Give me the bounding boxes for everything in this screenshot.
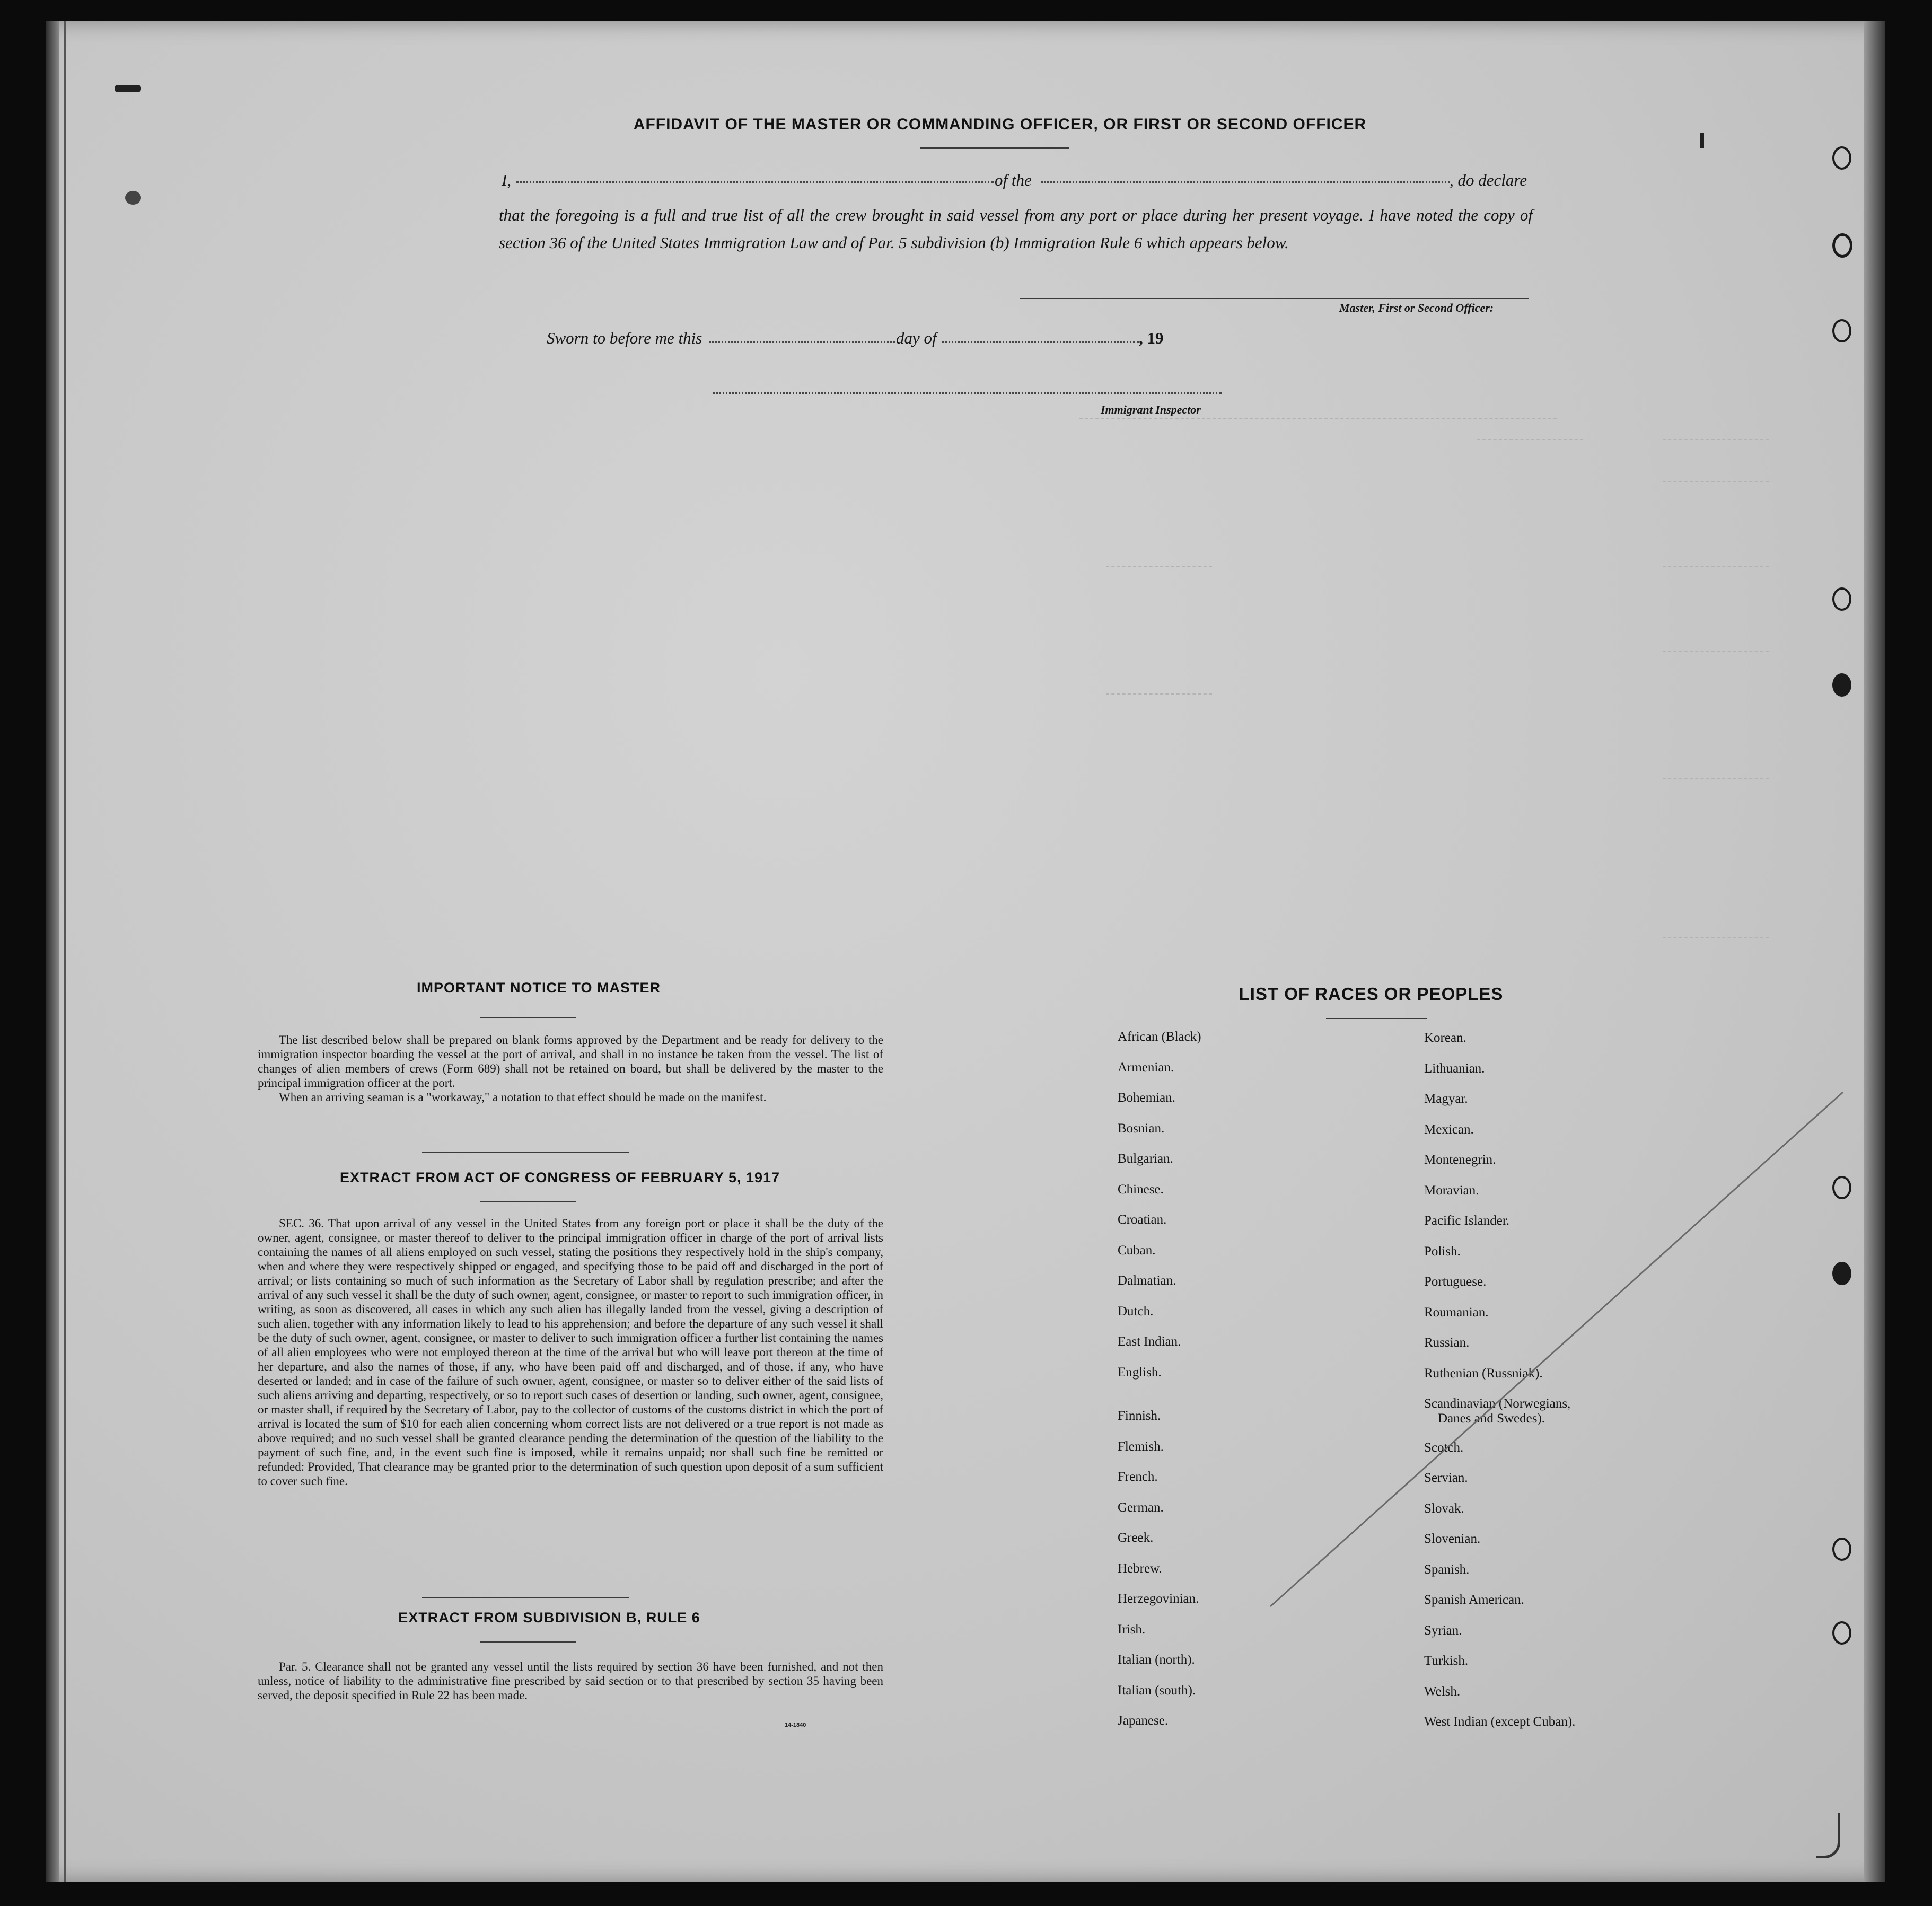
master-signature-label: Master, First or Second Officer: xyxy=(1339,301,1494,314)
extract-act-title: EXTRACT FROM ACT OF CONGRESS OF FEBRUARY 5, 1917 xyxy=(339,1170,780,1185)
race-item: Scotch. xyxy=(1424,1441,1464,1455)
race-item: Scandinavian (Norwegians, xyxy=(1424,1396,1571,1411)
notice-body xyxy=(258,1033,883,1104)
affidavit-title-rule xyxy=(920,147,1069,149)
race-item: West Indian (except Cuban). xyxy=(1424,1715,1576,1729)
master-signature-line[interactable] xyxy=(1020,298,1529,299)
race-item: Spanish American. xyxy=(1424,1593,1524,1607)
race-item: Danes and Swedes). xyxy=(1438,1411,1545,1426)
race-item: Irish. xyxy=(1118,1622,1146,1637)
affidavit-title: AFFIDAVIT OF THE MASTER OR COMMANDING OFFICER, OR FIRST OR SECOND OFFICER xyxy=(633,116,1367,133)
races-title-rule xyxy=(1326,1018,1427,1019)
race-item: Ruthenian (Russniak). xyxy=(1424,1366,1543,1381)
diagonal-pencil-stroke xyxy=(1265,1082,1848,1612)
race-item: Dalmatian. xyxy=(1118,1273,1176,1288)
race-item: East Indian. xyxy=(1118,1334,1181,1349)
race-item: Finnish. xyxy=(1118,1409,1161,1423)
notice-paragraph-2: When an arriving seaman is a "workaway," a notation to that effect should be made on the manifest. xyxy=(279,1091,767,1104)
races-title: LIST OF RACES OR PEOPLES xyxy=(1239,984,1504,1004)
race-item: French. xyxy=(1118,1470,1158,1484)
punch-hole xyxy=(1832,1176,1851,1199)
affidavit-i-label: I, xyxy=(502,171,512,189)
page-right-edge xyxy=(1864,21,1885,1882)
race-item: Cuban. xyxy=(1118,1243,1156,1258)
race-item: Magyar. xyxy=(1424,1092,1468,1106)
punch-hole xyxy=(1832,146,1851,170)
ink-mark xyxy=(1700,133,1704,148)
race-item: German. xyxy=(1118,1500,1164,1515)
race-item: Pacific Islander. xyxy=(1424,1214,1510,1228)
handwritten-page-number xyxy=(1816,1813,1840,1858)
ink-mark xyxy=(115,85,141,92)
inspector-signature-line[interactable] xyxy=(713,392,1222,394)
affidavit-body-text: that the foregoing is a full and true list of all the crew brought in said vessel from any port or place during her present voyage. I have noted the copy of section 36 of the United States Immigration Law and of Par. 5 subdivision (b) Immigration Rule 6 which appears below. xyxy=(499,206,1533,252)
race-item: Flemish. xyxy=(1118,1439,1164,1454)
notice-title: IMPORTANT NOTICE TO MASTER xyxy=(417,980,661,996)
race-item: Greek. xyxy=(1118,1531,1154,1545)
race-item: Lithuanian. xyxy=(1424,1061,1485,1076)
sworn-label: Sworn to before me this xyxy=(547,329,702,347)
race-item: Hebrew. xyxy=(1118,1561,1162,1576)
race-item: Polish. xyxy=(1424,1244,1461,1259)
extract-rule-body: Par. 5. Clearance shall not be granted any vessel until the lists required by section 36 have been furnished, and not then unless, notice of liability to the administrative fine prescribed by said section or to that prescribed by section 35 having been served, the deposit specified in Rule 22 has been made. xyxy=(258,1660,883,1702)
notice-paragraph-1: The list described below shall be prepared on blank forms approved by the Department and be ready for delivery to the immigration inspector boarding the vessel at the port of arrival, and shall in no instance be taken from the vessel. The list of changes of alien members of crews (Form 689) shall not be retained on board, but shall be delivered by the master to the principal immigration officer at the port. xyxy=(258,1033,883,1090)
race-item: English. xyxy=(1118,1365,1162,1380)
punch-hole xyxy=(1832,319,1851,342)
ink-mark xyxy=(125,191,141,205)
margin-rule xyxy=(64,21,66,1882)
race-item: Syrian. xyxy=(1424,1623,1462,1638)
race-item: Moravian. xyxy=(1424,1183,1479,1198)
punch-hole xyxy=(1832,1538,1851,1561)
race-item: Russian. xyxy=(1424,1336,1470,1350)
race-item: Chinese. xyxy=(1118,1182,1164,1197)
extract-rule-title-rule xyxy=(480,1641,576,1643)
affidavit-declare-label: , do declare xyxy=(1450,171,1527,189)
master-name-field[interactable] xyxy=(516,181,994,183)
punch-hole xyxy=(1832,1262,1851,1285)
day-of-label: day of xyxy=(896,329,937,347)
document-page xyxy=(46,21,1885,1882)
race-item: Italian (north). xyxy=(1118,1653,1195,1667)
sworn-month-field[interactable] xyxy=(942,341,1139,343)
extract-act-divider xyxy=(422,1597,629,1598)
race-item: Japanese. xyxy=(1118,1714,1169,1728)
page-left-edge xyxy=(46,21,59,1882)
race-item: Slovak. xyxy=(1424,1501,1464,1516)
inspector-label: Immigrant Inspector xyxy=(1101,403,1201,416)
year-label: , 19 xyxy=(1139,329,1164,347)
punch-hole xyxy=(1832,587,1851,611)
punch-hole xyxy=(1832,233,1852,258)
race-item: Bohemian. xyxy=(1118,1091,1176,1105)
race-item: African (Black) xyxy=(1118,1030,1201,1044)
affidavit-of-the-label: of the xyxy=(995,171,1032,189)
race-item: Montenegrin. xyxy=(1424,1153,1496,1167)
race-item: Portuguese. xyxy=(1424,1275,1487,1289)
notice-title-rule xyxy=(480,1017,576,1018)
race-item: Spanish. xyxy=(1424,1562,1470,1577)
race-item: Slovenian. xyxy=(1424,1532,1481,1546)
extract-rule-title: EXTRACT FROM SUBDIVISION B, RULE 6 xyxy=(398,1610,700,1626)
vessel-name-field[interactable] xyxy=(1041,181,1450,183)
race-item: Croatian. xyxy=(1118,1213,1167,1227)
punch-hole xyxy=(1832,1621,1851,1645)
race-item: Welsh. xyxy=(1424,1684,1461,1699)
extract-act-title-rule xyxy=(480,1201,576,1202)
notice-divider xyxy=(422,1152,629,1153)
race-item: Bosnian. xyxy=(1118,1121,1165,1136)
race-item: Dutch. xyxy=(1118,1304,1154,1319)
race-item: Roumanian. xyxy=(1424,1305,1489,1320)
extract-act-body: SEC. 36. That upon arrival of any vessel in the United States from any foreign port or place it shall be the duty of the owner, agent, consignee, or master thereof to deliver to the principal immigration officer in charge of the port of arrival lists containing the names of all aliens employed on such vessel, stating the positions they respectively hold in the ship's company, when and where they were respectively shipped or engaged, and specifying those to be paid off and discharged in the port of arrival; or lists containing so much of such information as the Secretary of Labor shall by regulation prescribe; and after the arrival of any such vessel it shall be the duty of such owner, agent, consignee, or master to report to such immigration officer, in writing, as soon as discovered, all cases in which any such alien has illegally landed from the vessel, giving a description of such alien, together with any information likely to lead to his apprehension; and before the departure of any such vessel it shall be the duty of such owner, agent, consignee, or master to deliver to such immigration officer a further list containing the names of all alien employees who were not employed thereon at the time of the arrival but who will leave port thereon at the time of her departure, and also the names of those, if any, who have been paid off and discharged, and of those, if any, who have deserted or landed; and in case of the failure of such owner, agent, consignee, or master so to deliver either of the said lists of such aliens arriving and departing, respectively, or so to report such cases of desertion or landing, such owner, agent, consignee, or master shall, if required by the Secretary of Labor, pay to the collector of customs of the customs district in which the port of arrival is located the sum of $10 for each alien concerning whom correct lists are not delivered or a true report is not made as above required; and no such vessel shall be granted clearance pending the determination of the question of the liability to the payment of such fine, and, in the event such fine is imposed, while it remains unpaid; nor shall such fine be remitted or refunded: Provided, That clearance may be granted prior to the determination of such question upon deposit of a sum sufficient to cover such fine. xyxy=(258,1217,883,1488)
race-item: Herzegovinian. xyxy=(1118,1592,1199,1606)
form-number: 14-1840 xyxy=(785,1722,806,1728)
sworn-day-field[interactable] xyxy=(709,341,895,343)
race-item: Turkish. xyxy=(1424,1654,1469,1668)
race-item: Servian. xyxy=(1424,1471,1468,1485)
race-item: Mexican. xyxy=(1424,1122,1474,1137)
race-item: Italian (south). xyxy=(1118,1683,1196,1698)
punch-hole xyxy=(1832,673,1851,697)
race-item: Korean. xyxy=(1424,1031,1466,1045)
race-item: Bulgarian. xyxy=(1118,1152,1173,1166)
race-item: Armenian. xyxy=(1118,1060,1174,1075)
